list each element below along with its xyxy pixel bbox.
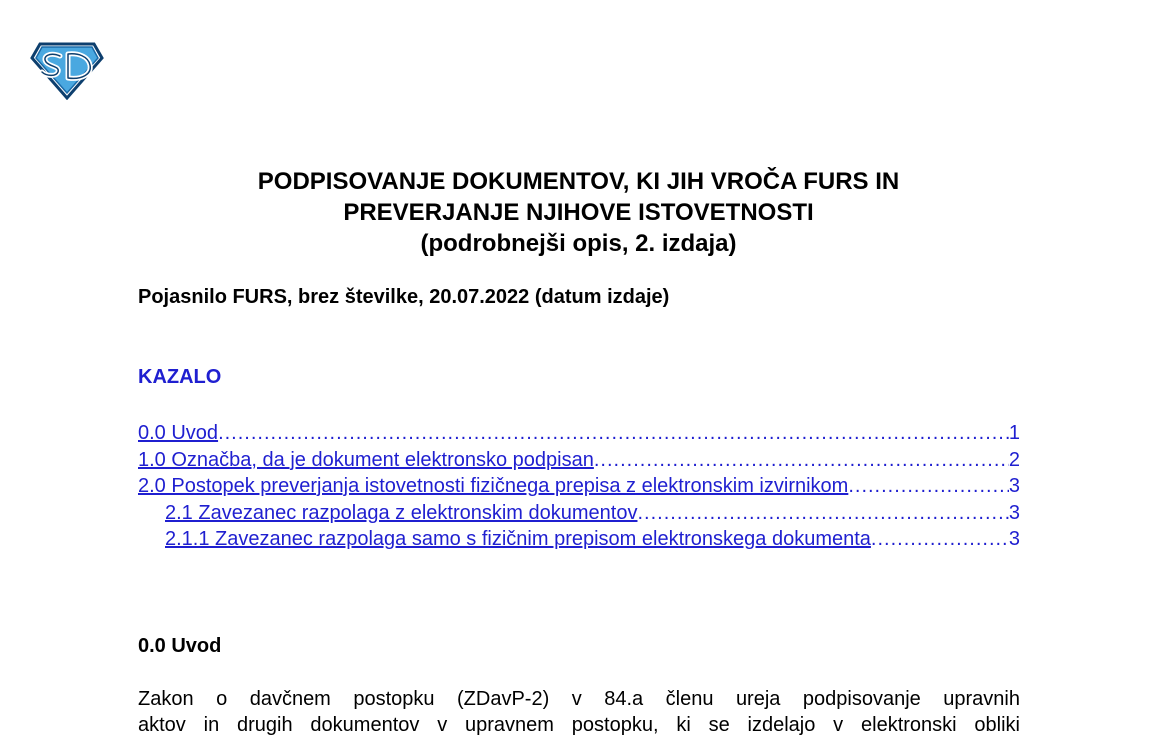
toc-leader-dots <box>637 500 1008 527</box>
toc-link-postopek[interactable]: 2.0 Postopek preverjanja istovetnosti fizičnega prepisa z elektronskim izvirnikom <box>138 475 849 497</box>
toc-page-number: 3 <box>1008 528 1020 550</box>
toc-leader-dots <box>218 420 1009 447</box>
toc-entry-2-1 <box>138 500 1020 527</box>
toc-heading: KAZALO <box>138 366 222 388</box>
title-line-1: PODPISOVANJE DOKUMENTOV, KI JIH VROČA FURS IN <box>257 168 900 195</box>
toc-page-number: 2 <box>1008 448 1020 471</box>
toc-link-zavezanec-elektronski[interactable]: 2.1 Zavezanec razpolaga z elektronskim dokumentov <box>165 501 638 524</box>
toc-link-zavezanec-fizicni[interactable]: 2.1.1 Zavezanec razpolaga samo s fizičnim prepisom elektronskega dokumenta <box>165 528 871 550</box>
section-heading-uvod: 0.0 Uvod <box>138 635 222 657</box>
table-of-contents <box>138 420 1020 553</box>
toc-page-number: 1 <box>1008 422 1020 444</box>
title-line-2: PREVERJANJE NJIHOVE ISTOVETNOSTI <box>343 199 814 226</box>
toc-page-number: 3 <box>1008 475 1020 497</box>
company-logo-icon <box>30 40 104 100</box>
title-line-3: (podrobnejši opis, 2. izdaja) <box>420 230 737 257</box>
intro-paragraph <box>138 686 1020 738</box>
toc-leader-dots <box>871 526 1009 553</box>
toc-link-oznacba[interactable]: 1.0 Označba, da je dokument elektronsko podpisan <box>138 448 594 471</box>
toc-leader-dots <box>594 447 1009 474</box>
toc-link-uvod[interactable]: 0.0 Uvod <box>138 422 219 444</box>
paragraph-line-2: aktov in drugih dokumentov v upravnem postopku, ki se izdelajo v elektronski obliki <box>138 714 1020 736</box>
toc-entry-1-0 <box>138 447 1020 474</box>
toc-leader-dots <box>848 473 1009 500</box>
toc-entry-2-1-1 <box>138 526 1020 553</box>
paragraph-line-1: Zakon o davčnem postopku (ZDavP-2) v 84.a členu ureja podpisovanje upravnih <box>138 688 1020 710</box>
document-title <box>0 166 1157 259</box>
source-line: Pojasnilo FURS, brez številke, 20.07.2022 (datum izdaje) <box>138 286 670 308</box>
toc-page-number: 3 <box>1008 501 1020 524</box>
toc-entry-0-0 <box>138 420 1020 447</box>
toc-entry-2-0 <box>138 473 1020 500</box>
